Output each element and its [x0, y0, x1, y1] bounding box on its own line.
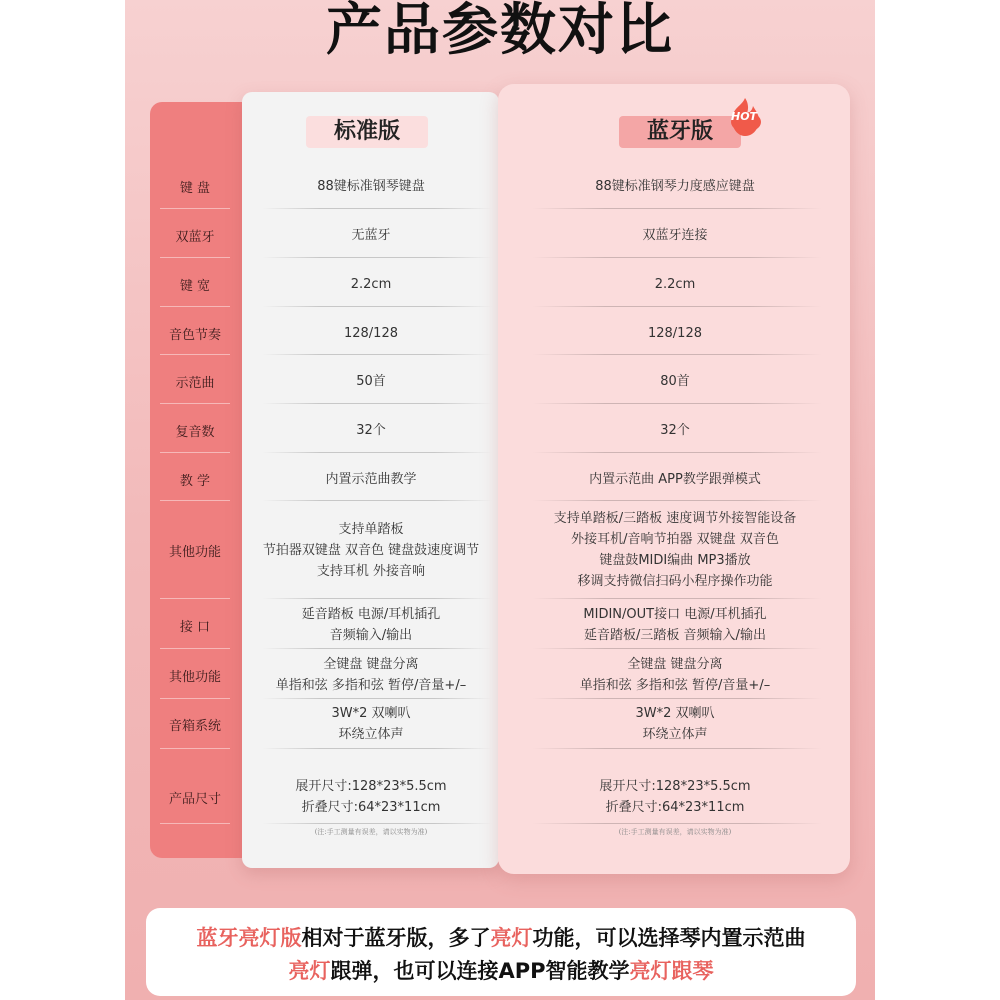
- row-divider: [160, 452, 230, 453]
- bluetooth-cell-line: 键盘鼓MIDI编曲 MP3播放: [599, 553, 751, 568]
- row-divider: [532, 403, 822, 404]
- row-divider: [160, 598, 230, 599]
- bluetooth-cell-line: MIDIN/OUT接口 电源/耳机插孔: [583, 607, 767, 622]
- standard-cell: [246, 519, 496, 582]
- row-divider: [532, 698, 822, 699]
- standard-cell-line: 环绕立体声: [338, 727, 404, 742]
- row-divider: [160, 698, 230, 699]
- row-divider: [262, 452, 492, 453]
- bottom-line-1: [146, 922, 856, 952]
- bluetooth-cell-line: 外接耳机/音响节拍器 双键盘 双音色: [571, 532, 779, 547]
- bluetooth-cell: [500, 508, 850, 592]
- bluetooth-cell: [500, 776, 850, 818]
- row-divider: [262, 648, 492, 649]
- bluetooth-cell-line: 展开尺寸:128*23*5.5cm: [599, 779, 751, 794]
- standard-cell-line: 128/128: [343, 325, 398, 341]
- row-divider: [262, 598, 492, 599]
- row-divider: [160, 257, 230, 258]
- row-divider: [532, 500, 822, 501]
- bluetooth-note: (注:手工测量有误差，请以实物为准): [618, 828, 732, 836]
- bluetooth-cell-line: 80首: [660, 373, 690, 389]
- bluetooth-cell-line: 3W*2 双喇叭: [635, 706, 715, 721]
- row-divider: [160, 823, 230, 824]
- standard-cell-line: 展开尺寸:128*23*5.5cm: [295, 779, 447, 794]
- row-divider: [160, 403, 230, 404]
- row-divider: [160, 648, 230, 649]
- standard-cell: [246, 176, 496, 197]
- row-divider: [160, 500, 230, 501]
- standard-cell-line: 支持单踏板: [338, 521, 404, 537]
- bluetooth-cell-line: 2.2cm: [654, 276, 696, 292]
- bluetooth-cell: [500, 176, 850, 197]
- row-divider: [532, 598, 822, 599]
- row-divider: [532, 823, 822, 824]
- row-divider: [160, 748, 230, 749]
- bluetooth-cell: [500, 654, 850, 696]
- row-label: 教 学: [179, 474, 211, 489]
- row-divider: [262, 257, 492, 258]
- bluetooth-cell-line: 内置示范曲 APP教学跟弹模式: [589, 471, 761, 487]
- standard-cell-line: 延音踏板 电源/耳机插孔: [301, 607, 441, 622]
- row-divider: [532, 257, 822, 258]
- row-label: 双蓝牙: [175, 230, 215, 245]
- bluetooth-cell-line: 移调支持微信扫码小程序操作功能: [577, 574, 773, 589]
- row-divider: [262, 354, 492, 355]
- standard-cell-line: 折叠尺寸:64*23*11cm: [301, 800, 441, 815]
- row-label: 产品尺寸: [168, 792, 221, 807]
- standard-cell-line: 单指和弦 多指和弦 暂停/音量+/–: [275, 678, 467, 693]
- row-label: 示范曲: [175, 376, 215, 391]
- row-divider: [532, 748, 822, 749]
- bluetooth-cell: [500, 225, 850, 246]
- bluetooth-cell: [500, 274, 850, 295]
- bluetooth-cell: [500, 703, 850, 745]
- bluetooth-cell: [500, 371, 850, 392]
- standard-cell-line: 无蓝牙: [351, 227, 391, 243]
- standard-header: 标准版: [306, 116, 428, 148]
- row-divider: [262, 698, 492, 699]
- row-divider: [532, 208, 822, 209]
- row-divider: [160, 306, 230, 307]
- row-divider: [532, 452, 822, 453]
- row-divider: [262, 500, 492, 501]
- row-label: 键 宽: [179, 279, 211, 294]
- row-divider: [532, 354, 822, 355]
- standard-cell-line: 88键标准钢琴键盘: [317, 178, 425, 194]
- bluetooth-cell-line: 单指和弦 多指和弦 暂停/音量+/–: [579, 678, 771, 693]
- row-label: 其他功能: [168, 670, 221, 685]
- highlight-text: 亮灯: [490, 926, 533, 950]
- row-divider: [262, 823, 492, 824]
- standard-cell-line: 2.2cm: [350, 276, 392, 292]
- standard-cell-line: 3W*2 双喇叭: [331, 706, 411, 721]
- bluetooth-cell-line: 支持单踏板/三踏板 速度调节外接智能设备: [553, 511, 797, 526]
- row-label: 接 口: [179, 620, 211, 635]
- highlight-text: 亮灯跟琴: [629, 959, 714, 983]
- row-label: 其他功能: [168, 545, 221, 560]
- bluetooth-cell-line: 环绕立体声: [642, 727, 708, 742]
- row-label: 音箱系统: [168, 719, 221, 734]
- bluetooth-cell-line: 延音踏板/三踏板 音频输入/输出: [584, 628, 766, 643]
- row-label: 复音数: [175, 425, 215, 440]
- row-divider: [262, 748, 492, 749]
- standard-cell: [246, 274, 496, 295]
- row-divider: [532, 306, 822, 307]
- page-title: 产品参数对比: [326, 0, 674, 63]
- bluetooth-cell: [500, 604, 850, 646]
- highlight-text: 亮灯: [288, 959, 331, 983]
- standard-cell: [246, 225, 496, 246]
- standard-cell: [246, 604, 496, 646]
- row-divider: [262, 306, 492, 307]
- row-label: 音色节奏: [168, 328, 221, 343]
- bluetooth-cell: [500, 469, 850, 490]
- hot-badge-text: HOT: [731, 110, 758, 123]
- standard-cell: [246, 703, 496, 745]
- highlight-text: 蓝牙亮灯版: [196, 926, 302, 950]
- body-text: 跟弹，也可以连接APP智能教学: [330, 959, 630, 983]
- row-divider: [262, 403, 492, 404]
- bottom-line-2: [146, 955, 856, 985]
- bluetooth-cell: [500, 323, 850, 344]
- bluetooth-cell-line: 32个: [660, 422, 690, 438]
- standard-note: (注:手工测量有误差，请以实物为准): [314, 828, 428, 836]
- standard-cell: [246, 469, 496, 490]
- bluetooth-cell-line: 128/128: [647, 325, 702, 341]
- bluetooth-header: 蓝牙版: [619, 116, 741, 148]
- row-divider: [160, 354, 230, 355]
- bluetooth-cell-line: 88键标准钢琴力度感应键盘: [595, 178, 755, 194]
- standard-cell: [246, 654, 496, 696]
- standard-cell: [246, 323, 496, 344]
- standard-cell-line: 节拍器双键盘 双音色 键盘鼓速度调节: [262, 542, 480, 558]
- standard-cell-line: 音频输入/输出: [329, 628, 413, 643]
- row-divider: [532, 648, 822, 649]
- bluetooth-cell-line: 全键盘 键盘分离: [627, 657, 723, 672]
- standard-cell: [246, 420, 496, 441]
- standard-cell-line: 支持耳机 外接音响: [316, 563, 426, 579]
- standard-cell-line: 32个: [356, 422, 386, 438]
- standard-cell-line: 50首: [356, 373, 386, 389]
- standard-cell: [246, 776, 496, 818]
- row-label: 键 盘: [179, 181, 211, 196]
- body-text: 相对于蓝牙版，多了: [301, 926, 491, 950]
- standard-cell-line: 全键盘 键盘分离: [323, 657, 419, 672]
- standard-cell: [246, 371, 496, 392]
- row-divider: [160, 208, 230, 209]
- bluetooth-cell-line: 双蓝牙连接: [642, 227, 708, 243]
- standard-cell-line: 内置示范曲教学: [325, 471, 417, 487]
- bluetooth-cell-line: 折叠尺寸:64*23*11cm: [605, 800, 745, 815]
- body-text: 功能，可以选择琴内置示范曲: [532, 926, 806, 950]
- bluetooth-cell: [500, 420, 850, 441]
- row-divider: [262, 208, 492, 209]
